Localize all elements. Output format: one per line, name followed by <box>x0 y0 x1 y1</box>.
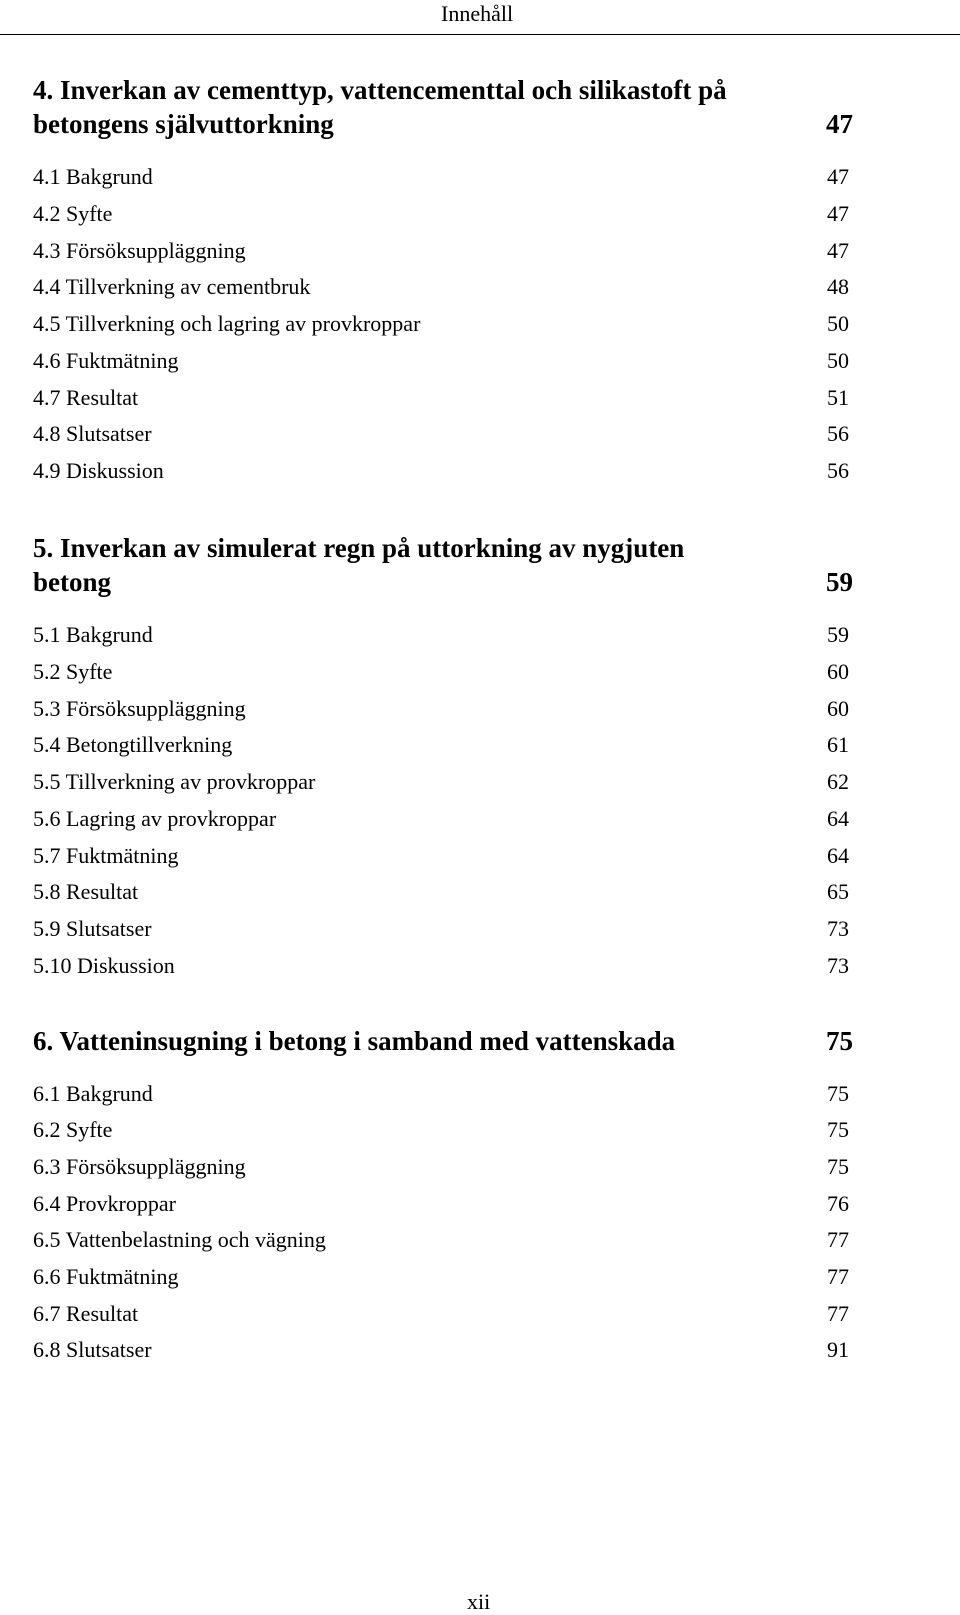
entry-label: 4.4 Tillverkning av cementbruk <box>33 274 311 299</box>
entry-page-number: 91 <box>827 1337 849 1362</box>
entry-page-number: 75 <box>827 1154 849 1179</box>
toc-entry-5-5[interactable] <box>33 768 853 796</box>
toc-entry-6-8[interactable] <box>33 1336 853 1364</box>
entry-label: 6.5 Vattenbelastning och vägning <box>33 1227 326 1252</box>
entry-label: 4.6 Fuktmätning <box>33 348 179 373</box>
toc-entry-5-8[interactable] <box>33 878 853 906</box>
running-header <box>0 0 960 35</box>
entry-label: 6.6 Fuktmätning <box>33 1264 179 1289</box>
chapter-title: 6. Vatteninsugning i betong i samband med vattenskada <box>33 1026 676 1056</box>
entry-label: 4.5 Tillverkning och lagring av provkroppar <box>33 311 421 336</box>
toc-entry-4-4[interactable] <box>33 273 853 301</box>
toc-entry-4-1[interactable] <box>33 163 853 191</box>
entry-label: 6.3 Försöksuppläggning <box>33 1154 246 1179</box>
entry-page-number: 64 <box>827 806 849 831</box>
entry-page-number: 77 <box>827 1301 849 1326</box>
entry-label: 4.8 Slutsatser <box>33 421 152 446</box>
entry-label: 6.2 Syfte <box>33 1117 113 1142</box>
toc-entry-4-5[interactable] <box>33 310 853 338</box>
entry-page-number: 62 <box>827 769 849 794</box>
entry-page-number: 73 <box>827 916 849 941</box>
toc-entry-6-2[interactable] <box>33 1116 853 1144</box>
toc-entry-5-3[interactable] <box>33 695 853 723</box>
entry-page-number: 60 <box>827 659 849 684</box>
entry-page-number: 56 <box>827 458 849 483</box>
entry-label: 5.6 Lagring av provkroppar <box>33 806 277 831</box>
entry-page-number: 56 <box>827 421 849 446</box>
entry-page-number: 73 <box>827 953 849 978</box>
chapter-page-number: 75 <box>826 1026 853 1056</box>
chapter-heading-5[interactable] <box>33 531 853 599</box>
entry-page-number: 60 <box>827 696 849 721</box>
chapter-title: 5. Inverkan av simulerat regn på uttorkning av nygjuten betong <box>33 533 685 597</box>
entry-label: 5.4 Betongtillverkning <box>33 732 233 757</box>
entry-page-number: 47 <box>827 164 849 189</box>
entry-page-number: 65 <box>827 879 849 904</box>
entry-label: 4.2 Syfte <box>33 201 113 226</box>
entry-page-number: 47 <box>827 238 849 263</box>
toc-entry-6-6[interactable] <box>33 1263 853 1291</box>
entry-label: 5.1 Bakgrund <box>33 622 153 647</box>
entry-label: 5.7 Fuktmätning <box>33 843 179 868</box>
entry-page-number: 51 <box>827 385 849 410</box>
toc-entry-6-4[interactable] <box>33 1190 853 1218</box>
toc-entry-4-7[interactable] <box>33 384 853 412</box>
entry-label: 6.7 Resultat <box>33 1301 139 1326</box>
chapter-title: 4. Inverkan av cementtyp, vattencementtal och silikastoft på betongens självuttorkning <box>33 75 727 139</box>
entry-label: 5.5 Tillverkning av provkroppar <box>33 769 316 794</box>
toc-entry-4-2[interactable] <box>33 200 853 228</box>
toc-entry-4-8[interactable] <box>33 420 853 448</box>
chapter-heading-6[interactable] <box>33 1024 853 1058</box>
entry-page-number: 61 <box>827 732 849 757</box>
entry-page-number: 48 <box>827 274 849 299</box>
toc-entry-5-9[interactable] <box>33 915 853 943</box>
chapter-page-number: 59 <box>826 567 853 597</box>
toc-entry-5-10[interactable] <box>33 952 853 980</box>
entry-label: 5.9 Slutsatser <box>33 916 152 941</box>
toc-entry-5-2[interactable] <box>33 658 853 686</box>
toc-entry-6-5[interactable] <box>33 1226 853 1254</box>
entry-label: 4.7 Resultat <box>33 385 139 410</box>
toc-entry-6-7[interactable] <box>33 1300 853 1328</box>
toc-entry-5-4[interactable] <box>33 731 853 759</box>
entry-page-number: 76 <box>827 1191 849 1216</box>
entry-label: 5.10 Diskussion <box>33 953 175 978</box>
toc-entry-4-3[interactable] <box>33 237 853 265</box>
entry-page-number: 47 <box>827 201 849 226</box>
toc-entry-5-1[interactable] <box>33 621 853 649</box>
chapter-heading-4[interactable] <box>33 73 853 141</box>
entry-page-number: 75 <box>827 1081 849 1106</box>
header-title: Innehåll <box>441 1 514 26</box>
entry-label: 5.8 Resultat <box>33 879 139 904</box>
entry-label: 5.2 Syfte <box>33 659 113 684</box>
toc-entry-5-7[interactable] <box>33 842 853 870</box>
entry-page-number: 75 <box>827 1117 849 1142</box>
entry-page-number: 77 <box>827 1227 849 1252</box>
chapter-page-number: 47 <box>826 109 853 139</box>
entry-label: 6.8 Slutsatser <box>33 1337 152 1362</box>
entry-label: 6.4 Provkroppar <box>33 1191 176 1216</box>
toc-entry-6-1[interactable] <box>33 1080 853 1108</box>
entry-page-number: 50 <box>827 348 849 373</box>
entry-page-number: 64 <box>827 843 849 868</box>
toc-entry-6-3[interactable] <box>33 1153 853 1181</box>
toc-entry-4-6[interactable] <box>33 347 853 375</box>
entry-label: 4.3 Försöksuppläggning <box>33 238 246 263</box>
page-number: xii <box>467 1589 491 1614</box>
entry-label: 4.1 Bakgrund <box>33 164 153 189</box>
entry-page-number: 59 <box>827 622 849 647</box>
entry-label: 4.9 Diskussion <box>33 458 164 483</box>
entry-page-number: 77 <box>827 1264 849 1289</box>
toc-entry-4-9[interactable] <box>33 457 853 485</box>
entry-label: 6.1 Bakgrund <box>33 1081 153 1106</box>
toc-entry-5-6[interactable] <box>33 805 853 833</box>
entry-page-number: 50 <box>827 311 849 336</box>
entry-label: 5.3 Försöksuppläggning <box>33 696 246 721</box>
